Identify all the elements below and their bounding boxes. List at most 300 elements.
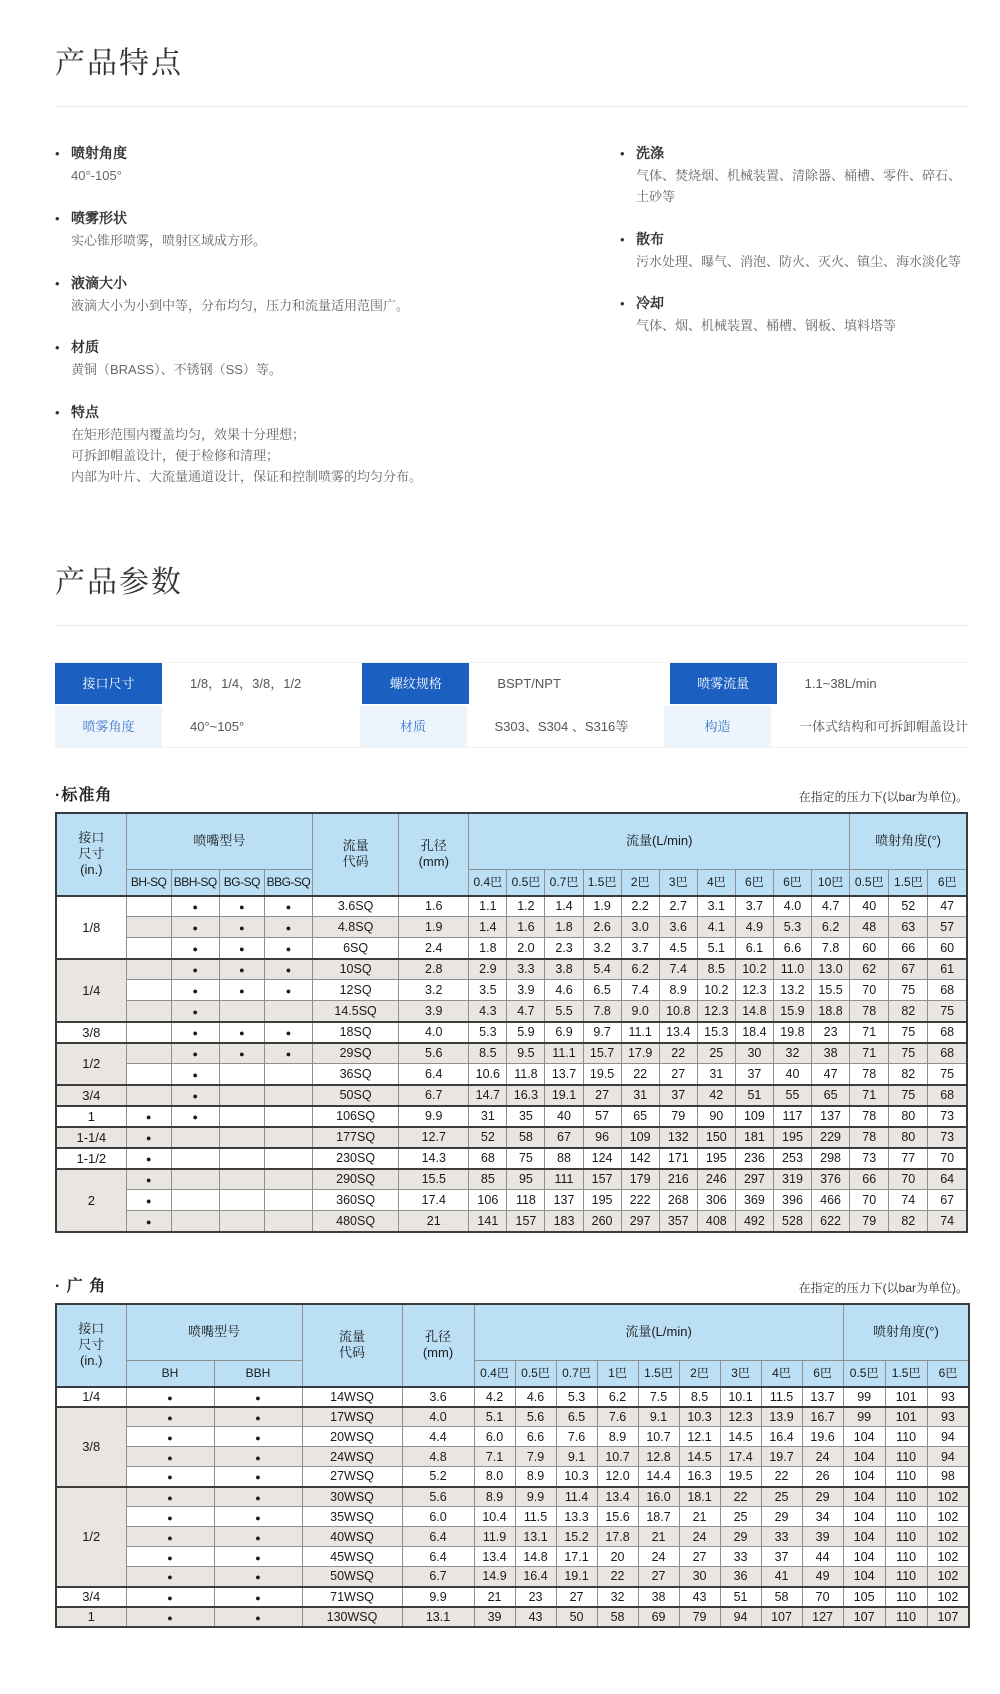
feature-item	[55, 402, 620, 487]
bore-cell: 5.6	[402, 1487, 474, 1507]
flow-code-cell: 290SQ	[313, 1169, 399, 1190]
dot-icon: ●	[192, 1006, 198, 1017]
model-dot-cell	[171, 959, 219, 980]
model-dot-cell	[214, 1467, 302, 1487]
model-dot-cell	[171, 1148, 219, 1169]
dot-icon: ●	[239, 965, 245, 976]
size-cell: 3/8	[56, 1022, 126, 1043]
flow-value-cell: 5.3	[469, 1022, 507, 1043]
flow-value-cell: 183	[545, 1211, 583, 1232]
model-dot-cell	[264, 1043, 312, 1064]
bore-cell: 3.2	[399, 980, 469, 1001]
flow-code-cell: 360SQ	[313, 1190, 399, 1211]
flow-code-cell: 106SQ	[313, 1106, 399, 1127]
flow-value-cell: 4.7	[507, 1001, 545, 1022]
flow-value-cell: 298	[812, 1148, 850, 1169]
flow-code-cell: 3.6SQ	[313, 896, 399, 917]
angle-value-cell: 68	[928, 1022, 967, 1043]
flow-value-cell: 260	[583, 1211, 621, 1232]
flow-value-cell: 10.3	[556, 1467, 597, 1487]
angle-value-cell: 70	[850, 1190, 889, 1211]
flow-code-cell: 71WSQ	[302, 1587, 402, 1607]
flow-value-cell: 23	[812, 1022, 850, 1043]
flow-value-cell: 43	[679, 1587, 720, 1607]
flow-value-cell: 15.5	[812, 980, 850, 1001]
flow-value-cell: 2.6	[583, 917, 621, 938]
angle-value-cell: 73	[928, 1106, 967, 1127]
angle-value-cell: 70	[850, 980, 889, 1001]
bore-cell: 4.0	[399, 1022, 469, 1043]
size-column-header	[56, 1304, 126, 1387]
model-dot-cell	[214, 1427, 302, 1447]
angle-value-cell: 78	[850, 1064, 889, 1085]
dot-icon: ●	[285, 943, 292, 954]
flow-value-cell: 3.2	[583, 938, 621, 959]
angle-value-cell: 110	[885, 1427, 927, 1447]
feature-text: 污水处理、曝气、消泡、防火、灭火、镇尘、海水淡化等	[636, 253, 962, 269]
flow-code-cell: 6SQ	[313, 938, 399, 959]
flow-value-cell: 27	[659, 1064, 697, 1085]
feature-text: 黄铜（BRASS）、不锈钢（SS）等。	[71, 362, 282, 378]
feature-item	[55, 208, 620, 252]
flow-value-cell: 16.3	[507, 1085, 545, 1106]
flow-value-cell: 8.5	[679, 1387, 720, 1407]
angle-value-cell: 82	[889, 1064, 928, 1085]
angle-value-cell: 71	[850, 1043, 889, 1064]
features-right-column	[620, 143, 968, 509]
flow-value-cell: 19.7	[761, 1447, 802, 1467]
model-dot-cell	[126, 1407, 214, 1427]
model-dot-cell	[171, 1190, 219, 1211]
flow-value-cell: 32	[773, 1043, 811, 1064]
dot-icon: ●	[255, 1512, 261, 1523]
flow-value-cell: 6.2	[597, 1387, 638, 1407]
flow-value-cell: 297	[735, 1169, 773, 1190]
angle-value-cell: 61	[928, 959, 967, 980]
angle-value-cell: 40	[850, 896, 889, 917]
model-dot-cell	[219, 1085, 264, 1106]
angle-value-cell: 68	[928, 980, 967, 1001]
model-dot-cell	[126, 917, 171, 938]
features-left-column	[55, 143, 620, 509]
flow-value-cell: 35	[507, 1106, 545, 1127]
flow-value-cell: 10.4	[474, 1507, 515, 1527]
flow-code-cell: 24WSQ	[302, 1447, 402, 1467]
angle-pressure-column-header: 6巴	[928, 870, 967, 896]
flow-value-cell: 8.5	[697, 959, 735, 980]
model-dot-cell	[171, 1022, 219, 1043]
flow-value-cell: 5.1	[697, 938, 735, 959]
bullet-icon: •	[620, 231, 625, 247]
flow-value-cell: 157	[583, 1169, 621, 1190]
flow-value-cell: 14.5	[679, 1447, 720, 1467]
table-row	[56, 1001, 967, 1022]
flow-value-cell: 58	[761, 1587, 802, 1607]
flow-value-cell: 22	[659, 1043, 697, 1064]
bore-cell: 12.7	[399, 1127, 469, 1148]
section-divider	[55, 106, 968, 107]
pressure-column-header: 3巴	[659, 870, 697, 896]
model-dot-cell	[126, 1527, 214, 1547]
pressure-column-header: 1.5巴	[583, 870, 621, 896]
flow-value-cell: 38	[638, 1587, 679, 1607]
model-dot-cell	[214, 1607, 302, 1627]
angle-value-cell: 75	[889, 980, 928, 1001]
flow-code-cell: 14WSQ	[302, 1387, 402, 1407]
header-row	[56, 1361, 969, 1387]
model-dot-cell	[126, 1169, 171, 1190]
param-row	[55, 663, 968, 704]
feature-text: 可拆卸帽盖设计，便于检修和清理；	[71, 447, 280, 463]
angle-group-header: 喷射角度(°)	[850, 813, 967, 870]
flow-value-cell: 96	[583, 1127, 621, 1148]
model-dot-cell	[171, 1169, 219, 1190]
pressure-column-header: 6巴	[773, 870, 811, 896]
model-column-header: BH-SQ	[126, 870, 171, 896]
flow-value-cell: 6.0	[474, 1427, 515, 1447]
flow-value-cell: 11.5	[515, 1507, 556, 1527]
flow-value-cell: 1.8	[545, 917, 583, 938]
flow-value-cell: 11.4	[556, 1487, 597, 1507]
flow-value-cell: 37	[761, 1547, 802, 1567]
flow-value-cell: 8.0	[474, 1467, 515, 1487]
flow-value-cell: 95	[507, 1169, 545, 1190]
angle-value-cell: 67	[928, 1190, 967, 1211]
flow-value-cell: 137	[812, 1106, 850, 1127]
feature-body	[55, 166, 620, 187]
param-row	[55, 706, 968, 747]
bore-cell: 13.1	[402, 1607, 474, 1627]
feature-title: 洗涤	[636, 145, 664, 161]
flow-code-cell: 40WSQ	[302, 1527, 402, 1547]
size-cell: 1	[56, 1607, 126, 1627]
angle-group-header: 喷射角度(°)	[843, 1304, 969, 1361]
feature-text: 液滴大小为小到中等，分布均匀，压力和流量适用范围广。	[71, 297, 410, 313]
flow-value-cell: 13.7	[802, 1387, 843, 1407]
angle-value-cell: 75	[889, 1022, 928, 1043]
flow-value-cell: 12.0	[597, 1467, 638, 1487]
model-dot-cell	[171, 1064, 219, 1085]
flow-value-cell: 24	[638, 1547, 679, 1567]
flow-value-cell: 34	[802, 1507, 843, 1527]
wide-table-title: · 广 角	[55, 1277, 107, 1295]
flow-value-cell: 14.8	[735, 1001, 773, 1022]
flow-code-cell: 177SQ	[313, 1127, 399, 1148]
pressure-column-header: 0.5巴	[507, 870, 545, 896]
angle-value-cell: 102	[927, 1507, 969, 1527]
pressure-column-header: 0.7巴	[545, 870, 583, 896]
flow-value-cell: 40	[545, 1106, 583, 1127]
feature-title-line	[55, 402, 620, 423]
param-label: 喷雾角度	[55, 706, 162, 747]
table-row	[56, 1407, 969, 1427]
size-cell: 1-1/2	[56, 1148, 126, 1169]
header-line: 代码	[339, 1345, 366, 1361]
flow-value-cell: 2.0	[507, 938, 545, 959]
flow-value-cell: 6.2	[621, 959, 659, 980]
angle-value-cell: 75	[889, 1085, 928, 1106]
model-dot-cell	[126, 1607, 214, 1627]
flow-value-cell: 17.4	[720, 1447, 761, 1467]
header-line: 流量	[339, 1328, 366, 1344]
feature-item	[620, 143, 968, 208]
flow-value-cell: 2.9	[469, 959, 507, 980]
dot-icon: ●	[192, 1069, 198, 1080]
model-dot-cell	[264, 1085, 312, 1106]
flow-value-cell: 306	[697, 1190, 735, 1211]
flow-value-cell: 16.7	[802, 1407, 843, 1427]
flow-value-cell: 39	[474, 1607, 515, 1627]
bore-cell: 1.6	[399, 896, 469, 917]
model-dot-cell	[171, 1085, 219, 1106]
flow-value-cell: 52	[469, 1127, 507, 1148]
model-dot-cell	[219, 1106, 264, 1127]
model-dot-cell	[126, 980, 171, 1001]
flow-value-cell: 10.7	[638, 1427, 679, 1447]
bore-cell: 5.6	[399, 1043, 469, 1064]
bullet-icon: •	[55, 146, 60, 161]
flow-value-cell: 6.9	[545, 1022, 583, 1043]
size-cell: 1/4	[56, 1387, 126, 1407]
header-row	[56, 870, 967, 896]
flow-value-cell: 13.3	[556, 1507, 597, 1527]
model-dot-cell	[126, 1148, 171, 1169]
model-dot-cell	[214, 1527, 302, 1547]
pressure-column-header: 4巴	[697, 870, 735, 896]
features-section-title: 产品特点	[55, 47, 183, 80]
dot-icon: ●	[255, 1432, 261, 1443]
flow-value-cell: 6.5	[556, 1407, 597, 1427]
flow-value-cell: 118	[507, 1190, 545, 1211]
flow-value-cell: 171	[659, 1148, 697, 1169]
flow-value-cell: 1.4	[545, 896, 583, 917]
flow-value-cell: 14.5	[720, 1427, 761, 1447]
flow-value-cell: 319	[773, 1169, 811, 1190]
model-dot-cell	[126, 1190, 171, 1211]
size-cell: 2	[56, 1169, 126, 1232]
feature-text: 在矩形范围内覆盖均匀，效果十分理想；	[71, 427, 306, 443]
angle-value-cell: 102	[927, 1587, 969, 1607]
table-row	[56, 980, 967, 1001]
flow-value-cell: 12.3	[697, 1001, 735, 1022]
feature-body	[55, 231, 620, 252]
table-body	[56, 1387, 969, 1627]
angle-value-cell: 102	[927, 1527, 969, 1547]
flow-value-cell: 229	[812, 1127, 850, 1148]
flow-value-cell: 15.2	[556, 1527, 597, 1547]
pressure-column-header: 1.5巴	[638, 1361, 679, 1387]
feature-body	[55, 296, 620, 317]
flow-value-cell: 18.8	[812, 1001, 850, 1022]
flow-value-cell: 38	[812, 1043, 850, 1064]
bore-header	[402, 1304, 474, 1387]
flow-value-cell: 9.0	[621, 1001, 659, 1022]
flow-value-cell: 376	[812, 1169, 850, 1190]
angle-value-cell: 104	[843, 1447, 885, 1467]
angle-pressure-column-header: 0.5巴	[843, 1361, 885, 1387]
flow-value-cell: 15.7	[583, 1043, 621, 1064]
flow-value-cell: 15.9	[773, 1001, 811, 1022]
pressure-column-header: 0.4巴	[469, 870, 507, 896]
bullet-icon: •	[55, 275, 60, 291]
flow-value-cell: 7.1	[474, 1447, 515, 1467]
model-dot-cell	[171, 938, 219, 959]
model-dot-cell	[126, 1427, 214, 1447]
pressure-column-header: 0.7巴	[556, 1361, 597, 1387]
model-dot-cell	[126, 959, 171, 980]
flow-value-cell: 19.1	[545, 1085, 583, 1106]
dot-icon: ●	[167, 1512, 173, 1523]
header-line: 接口	[78, 829, 105, 845]
size-cell: 3/4	[56, 1587, 126, 1607]
feature-text: 实心锥形喷雾，喷射区域成方形。	[71, 232, 267, 248]
bore-header	[399, 813, 469, 896]
flow-value-cell: 47	[812, 1064, 850, 1085]
model-dot-cell	[219, 1043, 264, 1064]
flow-value-cell: 492	[735, 1211, 773, 1232]
flow-code-cell: 230SQ	[313, 1148, 399, 1169]
flow-code-cell: 18SQ	[313, 1022, 399, 1043]
flow-value-cell: 181	[735, 1127, 773, 1148]
flow-value-cell: 18.7	[638, 1507, 679, 1527]
feature-text: 内部为叶片、大流量通道设计，保证和控制喷雾的均匀分布。	[71, 468, 423, 484]
angle-value-cell: 110	[885, 1487, 927, 1507]
param-value: 一体式结构和可拆卸帽盖设计	[771, 706, 968, 747]
features-section	[55, 143, 968, 509]
flow-value-cell: 111	[545, 1169, 583, 1190]
flow-value-cell: 31	[621, 1085, 659, 1106]
bore-cell: 14.3	[399, 1148, 469, 1169]
angle-value-cell: 93	[927, 1387, 969, 1407]
angle-value-cell: 110	[885, 1447, 927, 1467]
flow-value-cell: 3.6	[659, 917, 697, 938]
flow-value-cell: 132	[659, 1127, 697, 1148]
feature-title: 特点	[71, 404, 99, 421]
dot-icon: ●	[285, 902, 292, 913]
flow-value-cell: 268	[659, 1190, 697, 1211]
header-line: 流量	[342, 837, 369, 853]
flow-value-cell: 24	[802, 1447, 843, 1467]
model-dot-cell	[171, 1106, 219, 1127]
standard-table-head	[55, 782, 968, 805]
bore-cell: 6.4	[399, 1064, 469, 1085]
flow-value-cell: 25	[761, 1487, 802, 1507]
model-dot-cell	[264, 896, 312, 917]
flow-value-cell: 3.1	[697, 896, 735, 917]
model-dot-cell	[126, 1085, 171, 1106]
flow-value-cell: 30	[735, 1043, 773, 1064]
flow-value-cell: 8.9	[515, 1467, 556, 1487]
flow-value-cell: 16.4	[761, 1427, 802, 1447]
flow-value-cell: 85	[469, 1169, 507, 1190]
flow-value-cell: 1.4	[469, 917, 507, 938]
flow-value-cell: 13.4	[659, 1022, 697, 1043]
flow-value-cell: 408	[697, 1211, 735, 1232]
flow-value-cell: 13.4	[474, 1547, 515, 1567]
flow-value-cell: 90	[697, 1106, 735, 1127]
header-line: 接口	[78, 1320, 105, 1336]
angle-value-cell: 63	[889, 917, 928, 938]
model-dot-cell	[264, 1127, 312, 1148]
size-column-header	[56, 813, 126, 896]
flow-value-cell: 27	[638, 1567, 679, 1587]
model-dot-cell	[126, 1467, 214, 1487]
dot-icon: ●	[239, 1028, 245, 1039]
flow-value-cell: 58	[597, 1607, 638, 1627]
flow-value-cell: 51	[735, 1085, 773, 1106]
flow-code-cell: 10SQ	[313, 959, 399, 980]
flow-value-cell: 13.0	[812, 959, 850, 980]
size-cell: 1/2	[56, 1487, 126, 1587]
size-cell: 1/4	[56, 959, 126, 1022]
model-dot-cell	[126, 1447, 214, 1467]
flow-value-cell: 75	[507, 1148, 545, 1169]
feature-title-line	[55, 208, 620, 229]
dot-icon: ●	[239, 1049, 245, 1060]
dot-icon: ●	[192, 902, 198, 913]
table-row	[56, 938, 967, 959]
flow-value-cell: 3.5	[469, 980, 507, 1001]
model-dot-cell	[126, 1387, 214, 1407]
flow-value-cell: 179	[621, 1169, 659, 1190]
bore-cell: 9.9	[402, 1587, 474, 1607]
model-dot-cell	[214, 1587, 302, 1607]
angle-value-cell: 77	[889, 1148, 928, 1169]
angle-value-cell: 110	[885, 1467, 927, 1487]
model-dot-cell	[126, 1022, 171, 1043]
angle-value-cell: 52	[889, 896, 928, 917]
flow-value-cell: 6.6	[773, 938, 811, 959]
angle-value-cell: 101	[885, 1387, 927, 1407]
angle-value-cell: 110	[885, 1607, 927, 1627]
table-row	[56, 917, 967, 938]
pressure-column-header: 1巴	[597, 1361, 638, 1387]
flow-code-cell: 130WSQ	[302, 1607, 402, 1627]
model-dot-cell	[264, 1148, 312, 1169]
flow-value-cell: 30	[679, 1567, 720, 1587]
flow-value-cell: 12.1	[679, 1427, 720, 1447]
dot-icon: ●	[167, 1412, 173, 1423]
flow-value-cell: 236	[735, 1148, 773, 1169]
angle-value-cell: 78	[850, 1106, 889, 1127]
angle-value-cell: 75	[928, 1001, 967, 1022]
angle-value-cell: 93	[927, 1407, 969, 1427]
model-dot-cell	[219, 1148, 264, 1169]
param-label: 喷雾流量	[670, 663, 777, 704]
flow-value-cell: 127	[802, 1607, 843, 1627]
angle-value-cell: 99	[843, 1407, 885, 1427]
angle-pressure-column-header: 6巴	[927, 1361, 969, 1387]
param-value: 1.1~38L/min	[777, 663, 968, 704]
flow-value-cell: 19.6	[802, 1427, 843, 1447]
flow-value-cell: 1.8	[469, 938, 507, 959]
flow-value-cell: 10.1	[720, 1387, 761, 1407]
header-row	[56, 813, 967, 870]
angle-value-cell: 110	[885, 1567, 927, 1587]
flow-value-cell: 14.4	[638, 1467, 679, 1487]
dot-icon: ●	[167, 1592, 173, 1603]
flow-value-cell: 17.8	[597, 1527, 638, 1547]
flow-value-cell: 6.6	[515, 1427, 556, 1447]
feature-title-line	[55, 143, 620, 164]
model-dot-cell	[126, 1211, 171, 1232]
flow-value-cell: 396	[773, 1190, 811, 1211]
flow-value-cell: 16.0	[638, 1487, 679, 1507]
flow-value-cell: 195	[583, 1190, 621, 1211]
header-line: (in.)	[80, 1353, 103, 1369]
pressure-column-header: 3巴	[720, 1361, 761, 1387]
flow-value-cell: 1.2	[507, 896, 545, 917]
